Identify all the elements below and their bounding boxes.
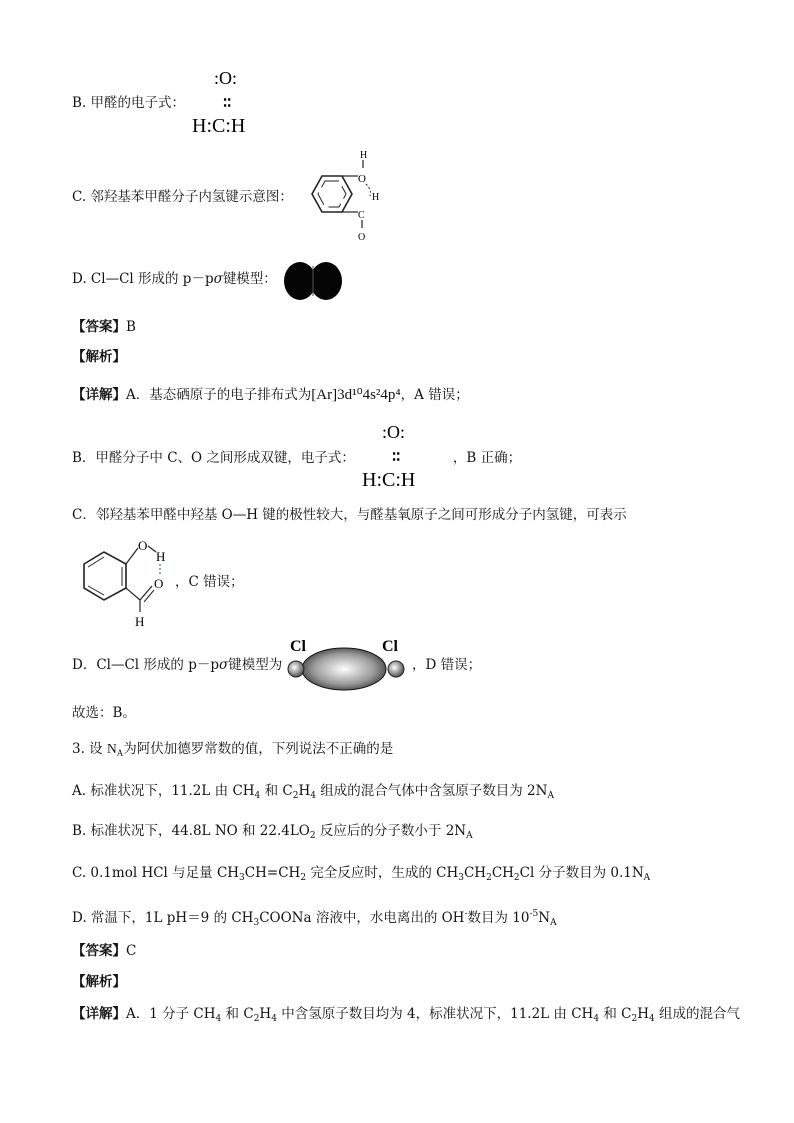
answer-label: 【答案】 <box>72 943 126 959</box>
salicylaldehyde-hbond-diagram-2 <box>74 536 174 628</box>
q3-analysis-label <box>72 973 126 991</box>
q2-option-d-suffix: 键模型： <box>222 271 277 287</box>
q2-answer <box>72 318 136 336</box>
svg-text:H:C:H: H:C:H <box>362 469 416 491</box>
q2-option-d <box>72 270 277 288</box>
atom-h-hydroxyl: H <box>360 150 368 161</box>
formaldehyde-lewis-structure-2 <box>362 418 452 492</box>
atom-o-hydroxyl: O <box>358 173 366 185</box>
lewis-oxygen-line: :O: <box>214 68 238 88</box>
q3-stem-prefix: 3. 设 <box>72 741 103 757</box>
q2-detail-d-suffix <box>412 656 481 674</box>
detail-b-suffix: ，B 正确； <box>452 450 522 466</box>
q2-option-c-label: C. 邻羟基苯甲醛分子内氢键示意图： <box>72 189 293 205</box>
q2-option-b-label: B. 甲醛的电子式： <box>72 95 186 111</box>
analysis-label: 【解析】 <box>72 349 126 365</box>
q3-option-c: C. 0.1mol HCl 与足量 $CH_3CH=CH_2$ 完全反应时，生成的 $CH_3CH_2CH_2Cl$ 分子数目为 $0.1N_A$ <box>72 865 651 883</box>
conclusion-text: 故选：B。 <box>72 705 136 721</box>
detail-a-suffix: ，A 错误； <box>400 387 469 403</box>
svg-text:Cl: Cl <box>382 638 398 655</box>
q3-option-d: D. 常温下，1L pH＝9 的 $CH_3COONa$ 溶液中，水电离出的 OH-数目为 $10^{-5}N_A$ <box>72 909 557 928</box>
svg-text::O:: :O: <box>382 422 406 442</box>
p-p-sigma-bond-model-dark <box>284 260 344 302</box>
detail-d-text: D．Cl—Cl 形成的 p－p <box>72 657 219 673</box>
q3-option-b: B. 标准状况下，44.8L NO 和 $22.4LO_2$ 反应后的分子数小于 $2N_A$ <box>72 823 473 841</box>
q3-answer <box>72 942 136 960</box>
q2-analysis-label <box>72 348 126 366</box>
sigma-symbol: σ <box>218 657 229 673</box>
q3-option-a: A. 标准状况下，11.2L 由 $CH_4$ 和 $C_2H_4$ 组成的混合气体中含氢原子数目为 $2N_A$ <box>72 783 554 801</box>
svg-text:∶∶: ∶∶ <box>392 449 401 466</box>
answer-label: 【答案】 <box>72 319 126 335</box>
q2-detail-c-suffix <box>175 573 244 591</box>
q2-option-c <box>72 188 293 206</box>
sigma-symbol: σ <box>213 271 223 287</box>
lewis-hch-line: H:C:H <box>192 115 246 137</box>
atom-c-aldehyde: C <box>358 210 365 221</box>
salicylaldehyde-hbond-diagram-1 <box>300 150 390 245</box>
q2-detail-a <box>72 386 469 404</box>
svg-text:H: H <box>156 549 166 564</box>
q3-detail-a: 【详解】A．1 分子 $CH_4$ 和 $C_2H_4$ 中含氢原子数目均为 4，标准状况下，11.2L 由 $CH_4$ 和 $C_2H_4$ 组成的混合气 <box>72 1006 741 1024</box>
q3-stem <box>72 740 393 762</box>
formaldehyde-lewis-structure <box>190 64 280 138</box>
detail-b-text: B．甲醛分子中 C、O 之间形成双键，电子式： <box>72 450 355 466</box>
svg-text:Cl: Cl <box>290 638 306 655</box>
lewis-double-bond-dots: ∶∶ <box>223 95 232 112</box>
svg-text:O: O <box>138 538 148 553</box>
q2-option-d-label: D. Cl—Cl 形成的 p－p <box>72 271 214 287</box>
svg-text:O: O <box>154 576 164 591</box>
detail-c-suffix: ，C 错误； <box>175 574 244 590</box>
detail-label: 【详解】 <box>72 387 126 403</box>
detail-d-mid: 键模型为 <box>228 657 283 673</box>
q3-stem-suffix: 为阿伏加德罗常数的值，下列说法不正确的是 <box>123 741 394 757</box>
q2-conclusion <box>72 704 136 722</box>
cl-cl-sigma-bond-model <box>284 634 414 694</box>
benzene-inner-bonds <box>318 181 346 207</box>
answer-value: B <box>126 319 136 335</box>
answer-value: C <box>126 943 137 959</box>
atom-h-bonded: H <box>372 192 380 203</box>
hydrogen-bond-dashed <box>366 184 371 196</box>
q2-detail-c <box>72 506 627 524</box>
detail-c-text: C．邻羟基苯甲醛中羟基 O—H 键的极性较大，与醛基氧原子之间可形成分子内氢键，可表示 <box>72 507 627 523</box>
q2-detail-d <box>72 656 282 674</box>
q2-option-b <box>72 94 185 112</box>
na-symbol: $N_A$ <box>106 741 124 758</box>
analysis-label: 【解析】 <box>72 974 126 990</box>
detail-a-text: A．基态硒原子的电子排布式为 <box>126 387 312 403</box>
atom-o-aldehyde: O <box>358 232 366 243</box>
detail-label: 【详解】 <box>72 1006 126 1022</box>
detail-d-suffix: ，D 错误； <box>412 657 482 673</box>
q2-detail-b <box>72 449 521 467</box>
svg-text:H: H <box>135 614 145 629</box>
selenium-electron-config: [Ar]3d¹⁰4s²4p⁴ <box>311 387 401 403</box>
